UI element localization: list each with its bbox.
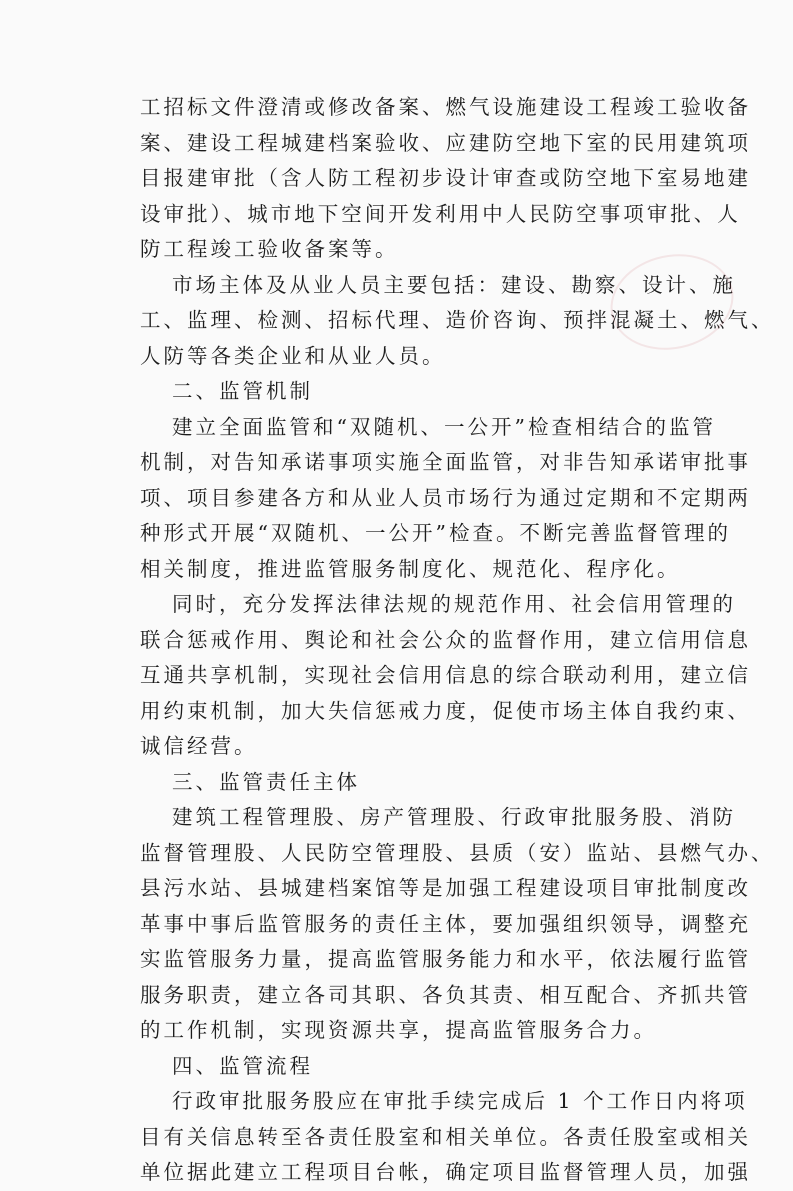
text-line: 建立全面监管和“双随机、一公开”检查相结合的监管 xyxy=(172,414,716,439)
text-line: 实监管服务力量，提高监管服务能力和水平，依法履行监管 xyxy=(140,947,751,971)
text-line: 市场主体及从业人员主要包括：建设、勘察、设计、施 xyxy=(172,272,736,297)
text-line: 建筑工程管理股、房产管理股、行政审批服务股、消防 xyxy=(172,805,736,829)
document-body xyxy=(140,90,775,1191)
text-line: 案、建设工程城建档案验收、应建防空地下室的民用建筑项 xyxy=(140,130,751,155)
text-line: 工、监理、检测、招标代理、造价咨询、预拌混凝土、燃气、 xyxy=(140,308,775,332)
text-line: 服务职责，建立各司其职、各负其责、相互配合、齐抓共管 xyxy=(140,982,751,1007)
text-line: 互通共享机制，实现社会信用信息的综合联动利用，建立信 xyxy=(140,663,751,687)
text-line: 行政审批服务股应在审批手续完成后 1 个工作日内将项 xyxy=(172,1089,748,1113)
text-line: 革事中事后监管服务的责任主体，要加强组织领导，调整充 xyxy=(140,911,751,936)
text-line: 相关制度，推进监管服务制度化、规范化、程序化。 xyxy=(140,556,681,581)
text-line: 的工作机制，实现资源共享，提高监管服务合力。 xyxy=(140,1018,657,1042)
text-line: 项、项目参建各方和从业人员市场行为通过定期和不定期两 xyxy=(140,485,751,510)
text-line: 县污水站、县城建档案馆等是加强工程建设项目审批制度改 xyxy=(140,876,751,900)
text-line: 用约束机制，加大失信惩戒力度，促使市场主体自我约束、 xyxy=(140,698,751,723)
text-line: 人防等各类企业和从业人员。 xyxy=(140,343,446,368)
text-line: 种形式开展“双随机、一公开”检查。不断完善监督管理的 xyxy=(140,521,731,545)
text-line: 机制，对告知承诺事项实施全面监管，对非告知承诺审批事 xyxy=(140,450,751,474)
text-line: 单位据此建立工程项目台帐，确定项目监督管理人员，加强 xyxy=(140,1160,751,1184)
text-line: 目有关信息转至各责任股室和相关单位。各责任股室或相关 xyxy=(140,1124,751,1149)
text-line: 联合惩戒作用、舆论和社会公众的监督作用，建立信用信息 xyxy=(140,627,751,652)
text-line: 工招标文件澄清或修改备案、燃气设施建设工程竣工验收备 xyxy=(140,95,751,119)
text-line: 四、监管流程 xyxy=(172,1053,313,1078)
text-line: 目报建审批（含人防工程初步设计审查或防空地下室易地建 xyxy=(140,166,751,190)
text-line: 监督管理股、人民防空管理股、县质（安）监站、县燃气办、 xyxy=(140,840,775,865)
text-line: 同时，充分发挥法律法规的规范作用、社会信用管理的 xyxy=(172,592,736,616)
text-line: 二、监管机制 xyxy=(172,379,313,403)
text-line: 设审批）、城市地下空间开发利用中人民防空事项审批、人 xyxy=(140,201,741,226)
text-line: 防工程竣工验收备案等。 xyxy=(140,237,399,261)
text-line: 诚信经营。 xyxy=(140,734,258,758)
text-line: 三、监管责任主体 xyxy=(172,769,360,794)
